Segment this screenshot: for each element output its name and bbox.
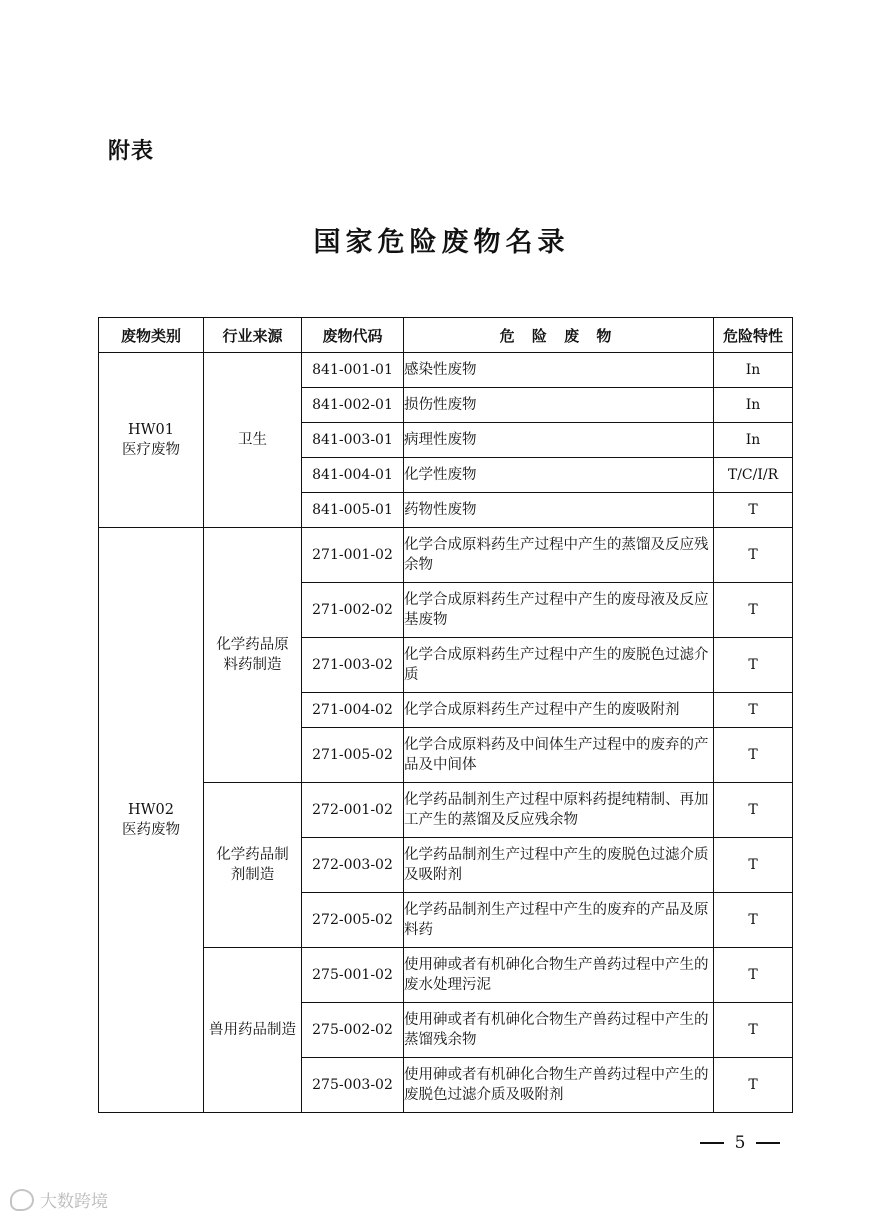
waste-code: 841-004-01 xyxy=(302,458,404,493)
waste-description: 化学药品制剂生产过程中产生的废脱色过滤介质及吸附剂 xyxy=(404,838,714,893)
waste-description: 病理性废物 xyxy=(404,423,714,458)
header-waste: 危 险 废 物 xyxy=(404,318,714,353)
hazard-characteristic: T xyxy=(714,838,793,893)
industry-cell: 卫生 xyxy=(204,353,302,528)
waste-code: 841-002-01 xyxy=(302,388,404,423)
category-code: HW02 xyxy=(128,802,174,818)
category-cell-hw02 xyxy=(99,528,204,1113)
waste-description: 化学合成原料药及中间体生产过程中的废弃的产品及中间体 xyxy=(404,728,714,783)
page-number-value: 5 xyxy=(734,1133,746,1153)
waste-description: 化学合成原料药生产过程中产生的废吸附剂 xyxy=(404,693,714,728)
hazard-characteristic: In xyxy=(714,423,793,458)
document-title: 国家危险废物名录 xyxy=(313,227,570,258)
waste-code: 272-001-02 xyxy=(302,783,404,838)
waste-description: 使用砷或者有机砷化合物生产兽药过程中产生的废脱色过滤介质及吸附剂 xyxy=(404,1058,714,1113)
table-row xyxy=(99,528,793,583)
hazard-characteristic: T/C/I/R xyxy=(714,458,793,493)
waste-code: 271-005-02 xyxy=(302,728,404,783)
hazard-characteristic: T xyxy=(714,728,793,783)
waste-description: 使用砷或者有机砷化合物生产兽药过程中产生的蒸馏残余物 xyxy=(404,1003,714,1058)
waste-code: 271-001-02 xyxy=(302,528,404,583)
waste-description: 化学合成原料药生产过程中产生的废母液及反应基废物 xyxy=(404,583,714,638)
header-industry: 行业来源 xyxy=(204,318,302,353)
header-hazard: 危险特性 xyxy=(714,318,793,353)
hazard-characteristic: T xyxy=(714,783,793,838)
hazard-characteristic: T xyxy=(714,948,793,1003)
waste-description: 损伤性废物 xyxy=(404,388,714,423)
header-category: 废物类别 xyxy=(99,318,204,353)
industry-cell: 化学药品制剂制造 xyxy=(204,783,302,948)
waste-description: 使用砷或者有机砷化合物生产兽药过程中产生的废水处理污泥 xyxy=(404,948,714,1003)
waste-code: 841-003-01 xyxy=(302,423,404,458)
hazard-characteristic: T xyxy=(714,638,793,693)
waste-description: 药物性废物 xyxy=(404,493,714,528)
waste-code: 271-002-02 xyxy=(302,583,404,638)
waste-code: 841-001-01 xyxy=(302,353,404,388)
hazard-characteristic: In xyxy=(714,353,793,388)
hazard-characteristic: T xyxy=(714,528,793,583)
waste-code: 275-003-02 xyxy=(302,1058,404,1113)
waste-description: 化学合成原料药生产过程中产生的废脱色过滤介质 xyxy=(404,638,714,693)
hazard-characteristic: T xyxy=(714,693,793,728)
waste-code: 841-005-01 xyxy=(302,493,404,528)
hazardous-waste-table xyxy=(98,317,793,1113)
header-code: 废物代码 xyxy=(302,318,404,353)
table-row xyxy=(99,948,793,1003)
industry-cell: 兽用药品制造 xyxy=(204,948,302,1113)
watermark-logo-icon xyxy=(10,1189,34,1211)
category-name: 医药废物 xyxy=(122,822,180,838)
hazard-characteristic: T xyxy=(714,1003,793,1058)
table-row xyxy=(99,783,793,838)
hazard-characteristic: In xyxy=(714,388,793,423)
waste-code: 272-003-02 xyxy=(302,838,404,893)
appendix-label: 附表 xyxy=(108,139,155,164)
table-header-row xyxy=(99,318,793,353)
waste-description: 化学性废物 xyxy=(404,458,714,493)
category-name: 医疗废物 xyxy=(122,442,180,458)
waste-code: 271-003-02 xyxy=(302,638,404,693)
watermark xyxy=(10,1187,108,1212)
waste-code: 275-001-02 xyxy=(302,948,404,1003)
hazard-characteristic: T xyxy=(714,893,793,948)
category-cell-hw01 xyxy=(99,353,204,528)
watermark-text: 大数跨境 xyxy=(40,1192,108,1212)
hazard-characteristic: T xyxy=(714,493,793,528)
hazard-characteristic: T xyxy=(714,583,793,638)
page-dash-left xyxy=(700,1142,724,1144)
hazard-characteristic: T xyxy=(714,1058,793,1113)
waste-code: 272-005-02 xyxy=(302,893,404,948)
waste-description: 感染性废物 xyxy=(404,353,714,388)
waste-description: 化学药品制剂生产过程中原料药提纯精制、再加工产生的蒸馏及反应残余物 xyxy=(404,783,714,838)
page-number xyxy=(700,1133,780,1153)
page-dash-right xyxy=(756,1142,780,1144)
waste-code: 271-004-02 xyxy=(302,693,404,728)
waste-description: 化学合成原料药生产过程中产生的蒸馏及反应残余物 xyxy=(404,528,714,583)
waste-code: 275-002-02 xyxy=(302,1003,404,1058)
industry-cell: 化学药品原料药制造 xyxy=(204,528,302,783)
waste-description: 化学药品制剂生产过程中产生的废弃的产品及原料药 xyxy=(404,893,714,948)
table-row xyxy=(99,353,793,388)
category-code: HW01 xyxy=(128,422,174,438)
